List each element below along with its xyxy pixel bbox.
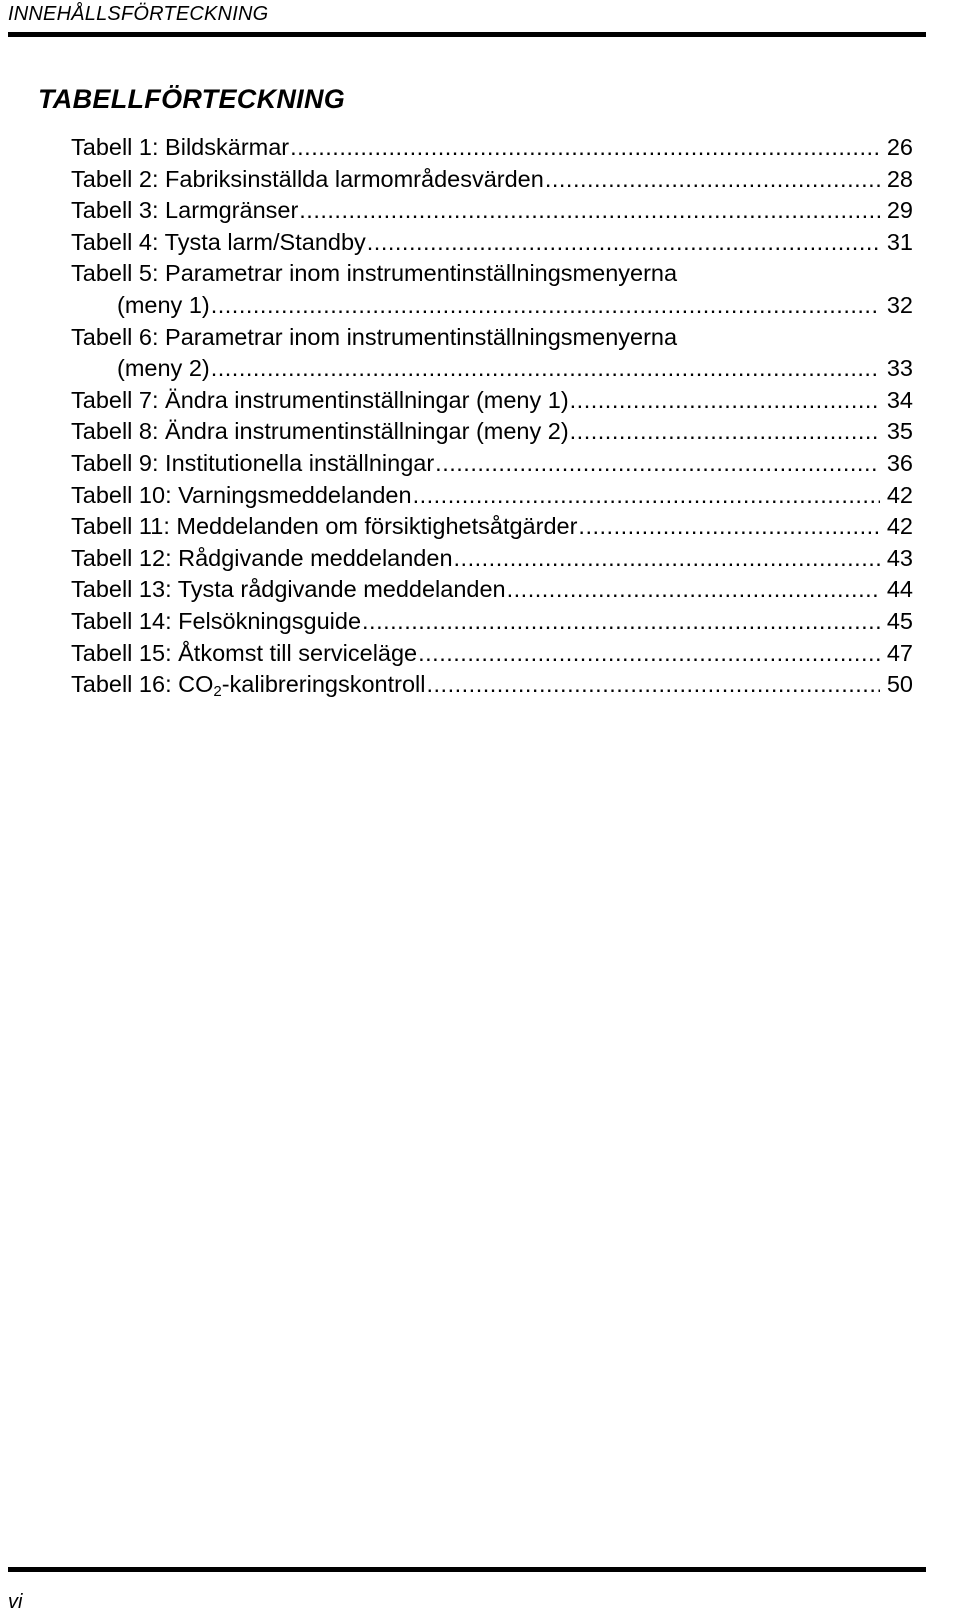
toc-entry-title: Tabell 15: Åtkomst till serviceläge (71, 639, 418, 666)
dot-leader (435, 448, 880, 480)
header-divider (8, 32, 926, 37)
toc-entry-page: 44 (886, 576, 913, 603)
dot-leader (578, 511, 880, 543)
toc-entry-page: 43 (886, 544, 913, 571)
dot-leader (570, 416, 880, 448)
dot-leader (545, 164, 880, 196)
toc-entry-tabell-13[interactable] (71, 574, 913, 606)
toc-entry-tabell-14[interactable] (71, 606, 913, 638)
toc-entry-tabell-10[interactable] (71, 480, 913, 512)
toc-entry-tabell-12[interactable] (71, 543, 913, 575)
toc-entry-title: Tabell 10: Varningsmeddelanden (71, 481, 412, 508)
toc-entry-title-line2: (meny 1) (117, 291, 210, 318)
toc-entry-page: 26 (886, 134, 913, 160)
dot-leader (211, 353, 880, 385)
toc-entry-page: 32 (886, 291, 913, 318)
toc-entry-page: 28 (886, 165, 913, 192)
toc-entry-title: Tabell 12: Rådgivande meddelanden (71, 544, 453, 571)
dot-leader (211, 290, 880, 322)
toc-entry-page: 45 (886, 607, 913, 634)
subscript-two: 2 (213, 683, 222, 701)
toc-entry-title: Tabell 8: Ändra instrumentinställningar (meny 2) (71, 418, 569, 445)
toc-entry-title: Tabell 11: Meddelanden om försiktighetsåtgärder (71, 513, 578, 540)
footer-divider (8, 1567, 926, 1572)
toc-entry-page: 35 (886, 418, 913, 445)
toc-entry-tabell-5[interactable] (71, 258, 913, 321)
toc-entry-title: Tabell 7: Ändra instrumentinställningar (meny 1) (71, 386, 569, 413)
toc-entry-tabell-2[interactable] (71, 164, 913, 196)
dot-leader (418, 638, 880, 670)
toc-entry-tabell-9[interactable] (71, 448, 913, 480)
toc-entry-title-suffix: -kalibreringskontroll (221, 671, 426, 698)
toc-entry-title-prefix: Tabell 16: CO (71, 671, 214, 698)
dot-leader (507, 574, 880, 606)
toc-entry-page: 29 (886, 197, 913, 224)
toc-entry-page: 42 (886, 513, 913, 540)
toc-entry-title-line1: Tabell 6: Parametrar inom instrumentinställningsmenyerna (71, 323, 678, 350)
toc-entry-title-line1: Tabell 5: Parametrar inom instrumentinställningsmenyerna (71, 260, 678, 287)
dot-leader (362, 606, 880, 638)
toc-entry-title: Tabell 3: Larmgränser (71, 197, 299, 224)
toc-entry-tabell-8[interactable] (71, 416, 913, 448)
toc-entry-tabell-11[interactable] (71, 511, 913, 543)
toc-entry-title: Tabell 4: Tysta larm/Standby (71, 228, 366, 255)
toc-entry-page: 31 (886, 228, 913, 255)
toc-entry-page: 42 (886, 481, 913, 508)
toc-entry-page: 47 (886, 639, 913, 666)
dot-leader (426, 669, 880, 701)
toc-entry-title: Tabell 2: Fabriksinställda larmområdesvärden (71, 165, 544, 192)
toc-entry-title: Tabell 9: Institutionella inställningar (71, 449, 435, 476)
toc-entry-title: Tabell 1: Bildskärmar (71, 134, 290, 160)
toc-entry-title: Tabell 13: Tysta rådgivande meddelanden (71, 576, 506, 603)
toc-entry-tabell-4[interactable] (71, 227, 913, 259)
section-title: TABELLFÖRTECKNING (38, 84, 346, 114)
toc-entry-title-line2: (meny 2) (117, 355, 210, 382)
toc-entry-tabell-7[interactable] (71, 385, 913, 417)
dot-leader (570, 385, 880, 417)
toc-entry-page: 36 (886, 449, 913, 476)
toc-entry-tabell-1[interactable] (71, 132, 913, 164)
toc-entry-tabell-16[interactable] (71, 669, 913, 701)
toc-entry-page: 33 (886, 355, 913, 382)
toc-entry-tabell-15[interactable] (71, 638, 913, 670)
toc-entry-title: Tabell 14: Felsökningsguide (71, 607, 362, 634)
toc-entry-page: 50 (886, 671, 913, 698)
dot-leader (367, 227, 880, 259)
running-header: INNEHÅLLSFÖRTECKNING (8, 3, 269, 25)
toc-entry-tabell-6[interactable] (71, 322, 913, 385)
toc-entry-title (71, 669, 425, 701)
dot-leader (413, 480, 880, 512)
dot-leader (299, 195, 880, 227)
dot-leader (454, 543, 880, 575)
toc-entry-page: 34 (886, 386, 913, 413)
dot-leader (290, 132, 880, 164)
toc-entry-tabell-3[interactable] (71, 195, 913, 227)
footer-page-number: vi (8, 1591, 23, 1613)
table-list (71, 132, 913, 701)
